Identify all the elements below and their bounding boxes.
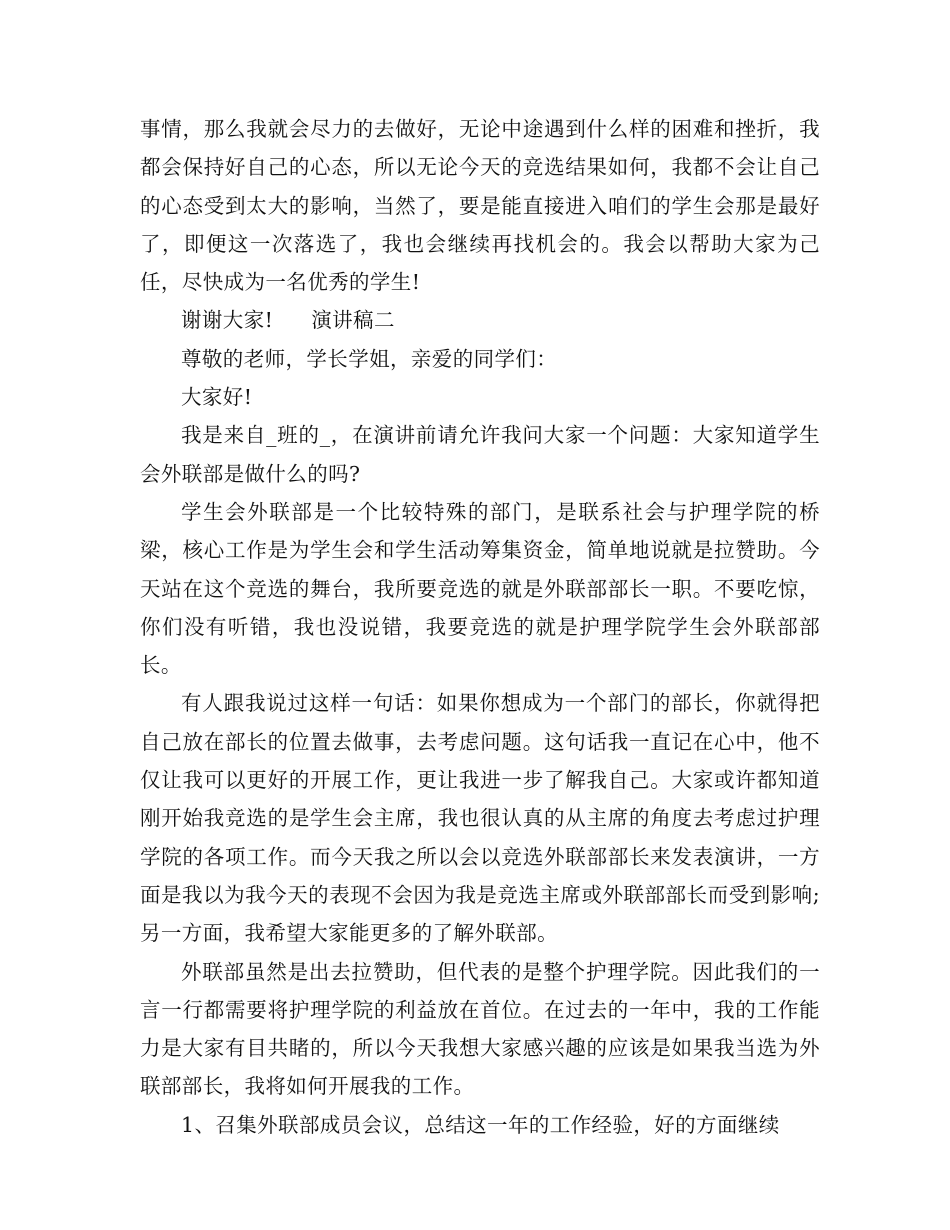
paragraph-closing: 事情，那么我就会尽力的去做好，无论中途遇到什么样的困难和挫折，我都会保持好自己的心态，所以无论今天的竞选结果如何，我都不会让自己的心态受到太大的影响，当然了，要是能直接进入咱们的学生会那是最好了，即便这一次落选了，我也会继续再找机会的。我会以帮助大家为己任，尽快成为一名优秀的学生! [140,117,820,295]
paragraph-intro: 我是来自_班的_，在演讲前请允许我问大家一个问题：大家知道学生会外联部是做什么的吗? [140,423,820,486]
paragraph-salutation: 尊敬的老师，学长学姐，亲爱的同学们： [181,346,558,371]
speech-text [140,110,820,1144]
paragraph-representation: 外联部虽然是出去拉赞助，但代表的是整个护理学院。因此我们的一言一行都需要将护理学院的利益放在首位。在过去的一年中，我的工作能力是大家有目共睹的，所以今天我想大家感兴趣的应该是如果我当选为外联部部长，我将如何开展我的工作。 [140,959,820,1099]
paragraph-department: 学生会外联部是一个比较特殊的部门，是联系社会与护理学院的桥梁，核心工作是为学生会和学生活动筹集资金，简单地说就是拉赞助。今天站在这个竞选的舞台，我所要竞选的就是外联部部长一职。不要吃惊，你们没有听错，我也没说错，我要竞选的就是护理学院学生会外联部部长。 [140,499,820,678]
thanks-line: 谢谢大家! [181,308,274,333]
thanks-heading-line [140,301,820,339]
paragraph-greeting: 大家好! [181,385,253,410]
paragraph-plan-item-1: 1、召集外联部成员会议，总结这一年的工作经验，好的方面继续 [181,1112,780,1137]
section-heading: 演讲稿二 [311,308,395,333]
paragraph-advice: 有人跟我说过这样一句话：如果你想成为一个部门的部长，你就得把自己放在部长的位置去做事，去考虑问题。这句话我一直记在心中，他不仅让我可以更好的开展工作，更让我进一步了解我自己。大家或许都知道刚开始我竞选的是学生会主席，我也很认真的从主席的角度去考虑过护理学院的各项工作。而今天我之所以会以竞选外联部部长来发表演讲，一方面是我以为我今天的表现不会因为我是竞选主席或外联部部长而受到影响;另一方面，我希望大家能更多的了解外联部。 [140,691,820,946]
